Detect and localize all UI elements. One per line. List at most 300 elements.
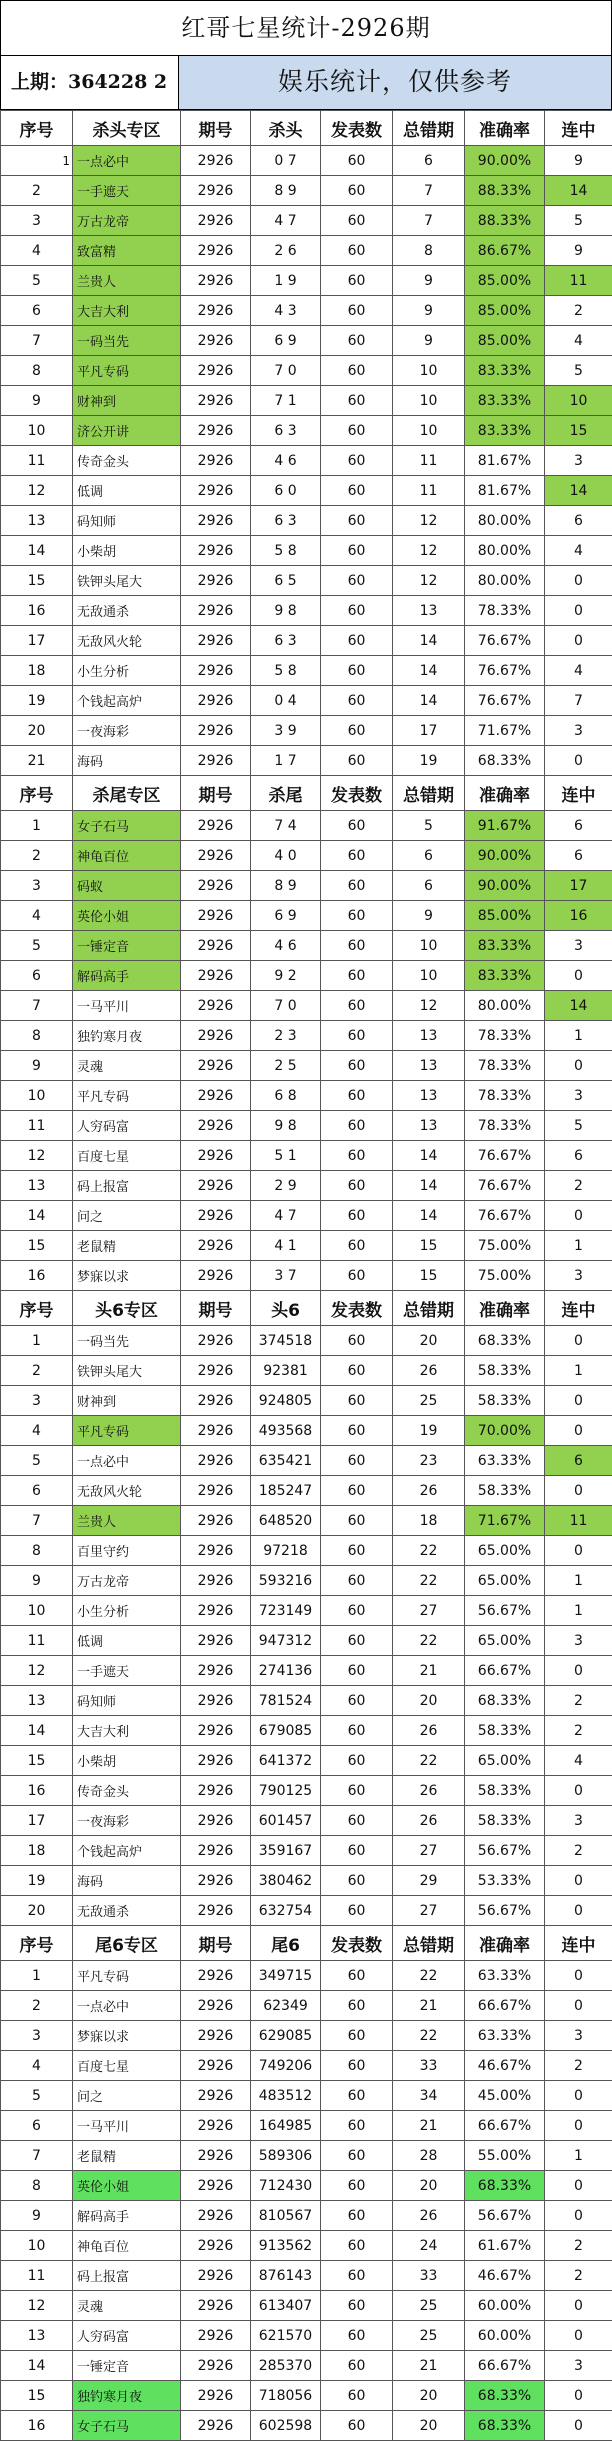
accuracy-rate: 65.00% [465, 1566, 545, 1596]
win-streak: 1 [545, 2141, 612, 2171]
predicted-value: 641372 [251, 1746, 321, 1776]
header-col-zone: 尾6专区 [73, 1926, 181, 1961]
accuracy-rate: 76.67% [465, 626, 545, 656]
predicted-value: 4 7 [251, 206, 321, 236]
post-count: 60 [321, 931, 393, 961]
table-row [1, 1991, 612, 2021]
table-row [1, 901, 612, 931]
win-streak: 1 [545, 1566, 612, 1596]
predictor-name: 万古龙帝 [73, 206, 181, 236]
post-count: 60 [321, 506, 393, 536]
table-row [1, 2381, 612, 2411]
win-streak: 0 [545, 2201, 612, 2231]
table-row [1, 1326, 612, 1356]
table-row [1, 1536, 612, 1566]
error-count: 19 [393, 746, 465, 776]
post-count: 60 [321, 2351, 393, 2381]
period-number: 2926 [181, 1746, 251, 1776]
win-streak: 9 [545, 146, 612, 176]
table-row [1, 871, 612, 901]
win-streak: 0 [545, 1386, 612, 1416]
table-row [1, 2111, 612, 2141]
period-number: 2926 [181, 2081, 251, 2111]
post-count: 60 [321, 746, 393, 776]
error-count: 23 [393, 1446, 465, 1476]
disclaimer-note: 娱乐统计，仅供参考 [179, 56, 611, 109]
period-number: 2926 [181, 716, 251, 746]
predicted-value: 4 7 [251, 1201, 321, 1231]
win-streak: 0 [545, 1201, 612, 1231]
row-index: 3 [1, 2021, 73, 2051]
post-count: 60 [321, 961, 393, 991]
win-streak: 14 [545, 176, 612, 206]
header-col-count: 发表数 [321, 776, 393, 811]
error-count: 13 [393, 1081, 465, 1111]
error-count: 14 [393, 1171, 465, 1201]
win-streak: 1 [545, 1596, 612, 1626]
predicted-value: 4 3 [251, 296, 321, 326]
error-count: 22 [393, 1961, 465, 1991]
post-count: 60 [321, 2321, 393, 2351]
table-row [1, 656, 612, 686]
row-index: 2 [1, 1356, 73, 1386]
table-row [1, 146, 612, 176]
error-count: 21 [393, 2351, 465, 2381]
accuracy-rate: 56.67% [465, 1596, 545, 1626]
predictor-name: 一码当先 [73, 326, 181, 356]
header-col-rate: 准确率 [465, 1926, 545, 1961]
predicted-value: 7 0 [251, 991, 321, 1021]
predictor-name: 个钱起高炉 [73, 686, 181, 716]
predictor-name: 码知师 [73, 506, 181, 536]
table-row [1, 811, 612, 841]
predictor-name: 海码 [73, 1866, 181, 1896]
predictor-name: 平凡专码 [73, 1081, 181, 1111]
row-index: 12 [1, 1141, 73, 1171]
error-count: 18 [393, 1506, 465, 1536]
predicted-value: 6 9 [251, 901, 321, 931]
win-streak: 0 [545, 2411, 612, 2441]
post-count: 60 [321, 656, 393, 686]
predictor-name: 一点必中 [73, 1446, 181, 1476]
row-index: 5 [1, 1446, 73, 1476]
period-number: 2926 [181, 961, 251, 991]
predictor-name: 问之 [73, 2081, 181, 2111]
accuracy-rate: 68.33% [465, 1326, 545, 1356]
predicted-value: 723149 [251, 1596, 321, 1626]
win-streak: 5 [545, 206, 612, 236]
row-index: 4 [1, 236, 73, 266]
predictor-name: 小柴胡 [73, 536, 181, 566]
win-streak: 0 [545, 2381, 612, 2411]
row-index: 16 [1, 1776, 73, 1806]
predictor-name: 百度七星 [73, 1141, 181, 1171]
row-index: 14 [1, 536, 73, 566]
error-count: 21 [393, 1991, 465, 2021]
accuracy-rate: 71.67% [465, 716, 545, 746]
predictor-name: 百里守约 [73, 1536, 181, 1566]
error-count: 12 [393, 991, 465, 1021]
table-row [1, 2051, 612, 2081]
error-count: 13 [393, 1021, 465, 1051]
row-index: 10 [1, 1596, 73, 1626]
accuracy-rate: 75.00% [465, 1231, 545, 1261]
period-number: 2926 [181, 841, 251, 871]
accuracy-rate: 88.33% [465, 176, 545, 206]
predictor-name: 一点必中 [73, 1991, 181, 2021]
win-streak: 0 [545, 2321, 612, 2351]
row-index: 11 [1, 1111, 73, 1141]
table-row [1, 356, 612, 386]
row-index: 19 [1, 1866, 73, 1896]
accuracy-rate: 60.00% [465, 2291, 545, 2321]
post-count: 60 [321, 176, 393, 206]
predictor-name: 大吉大利 [73, 296, 181, 326]
row-index: 8 [1, 356, 73, 386]
predictor-name: 平凡专码 [73, 1416, 181, 1446]
error-count: 28 [393, 2141, 465, 2171]
predicted-value: 8 9 [251, 176, 321, 206]
predictor-name: 码上报富 [73, 2261, 181, 2291]
table-row [1, 566, 612, 596]
post-count: 60 [321, 266, 393, 296]
accuracy-rate: 65.00% [465, 1536, 545, 1566]
predicted-value: 0 7 [251, 146, 321, 176]
row-index: 12 [1, 1656, 73, 1686]
win-streak: 2 [545, 2231, 612, 2261]
table-row [1, 2141, 612, 2171]
period-number: 2926 [181, 991, 251, 1021]
win-streak: 3 [545, 1081, 612, 1111]
predicted-value: 718056 [251, 2381, 321, 2411]
accuracy-rate: 88.33% [465, 206, 545, 236]
error-count: 34 [393, 2081, 465, 2111]
row-index: 4 [1, 901, 73, 931]
post-count: 60 [321, 2081, 393, 2111]
predicted-value: 6 8 [251, 1081, 321, 1111]
period-number: 2926 [181, 2051, 251, 2081]
win-streak: 0 [545, 1051, 612, 1081]
period-number: 2926 [181, 206, 251, 236]
table-row [1, 386, 612, 416]
error-count: 13 [393, 1051, 465, 1081]
post-count: 60 [321, 626, 393, 656]
predictor-name: 大吉大利 [73, 1716, 181, 1746]
row-index: 7 [1, 2141, 73, 2171]
predicted-value: 1 9 [251, 266, 321, 296]
win-streak: 0 [545, 1991, 612, 2021]
accuracy-rate: 76.67% [465, 686, 545, 716]
predictor-name: 传奇金头 [73, 446, 181, 476]
error-count: 6 [393, 841, 465, 871]
predictor-name: 英伦小姐 [73, 2171, 181, 2201]
error-count: 20 [393, 2381, 465, 2411]
error-count: 33 [393, 2051, 465, 2081]
table-row [1, 1596, 612, 1626]
table-row [1, 1566, 612, 1596]
period-number: 2926 [181, 356, 251, 386]
period-number: 2926 [181, 506, 251, 536]
accuracy-rate: 63.33% [465, 1961, 545, 1991]
win-streak: 1 [545, 1231, 612, 1261]
row-index: 10 [1, 2231, 73, 2261]
error-count: 22 [393, 1746, 465, 1776]
error-count: 9 [393, 266, 465, 296]
predictor-name: 女子石马 [73, 811, 181, 841]
period-number: 2926 [181, 1386, 251, 1416]
error-count: 25 [393, 2291, 465, 2321]
table-row [1, 1626, 612, 1656]
page-title: 红哥七星统计-2926期 [0, 0, 612, 56]
error-count: 9 [393, 326, 465, 356]
post-count: 60 [321, 2141, 393, 2171]
table-row [1, 1446, 612, 1476]
win-streak: 2 [545, 1836, 612, 1866]
predicted-value: 924805 [251, 1386, 321, 1416]
accuracy-rate: 66.67% [465, 1991, 545, 2021]
accuracy-rate: 83.33% [465, 931, 545, 961]
win-streak: 16 [545, 901, 612, 931]
header-col-period: 期号 [181, 776, 251, 811]
error-count: 24 [393, 2231, 465, 2261]
stats-table [0, 110, 612, 2441]
row-index: 9 [1, 386, 73, 416]
row-index: 3 [1, 1386, 73, 1416]
post-count: 60 [321, 2051, 393, 2081]
predictor-name: 低调 [73, 476, 181, 506]
error-count: 10 [393, 386, 465, 416]
accuracy-rate: 65.00% [465, 1626, 545, 1656]
error-count: 20 [393, 2171, 465, 2201]
row-index: 14 [1, 1716, 73, 1746]
error-count: 10 [393, 931, 465, 961]
accuracy-rate: 68.33% [465, 746, 545, 776]
error-count: 11 [393, 446, 465, 476]
period-number: 2926 [181, 1476, 251, 1506]
predicted-value: 749206 [251, 2051, 321, 2081]
predictor-name: 小生分析 [73, 1596, 181, 1626]
table-row [1, 991, 612, 1021]
accuracy-rate: 91.67% [465, 811, 545, 841]
row-index: 15 [1, 1746, 73, 1776]
header-col-index: 序号 [1, 1926, 73, 1961]
predictor-name: 一锤定音 [73, 931, 181, 961]
post-count: 60 [321, 1716, 393, 1746]
table-row [1, 1866, 612, 1896]
post-count: 60 [321, 2291, 393, 2321]
predictor-name: 济公开讲 [73, 416, 181, 446]
row-index: 6 [1, 296, 73, 326]
period-number: 2926 [181, 1356, 251, 1386]
row-index: 19 [1, 686, 73, 716]
error-count: 27 [393, 1836, 465, 1866]
win-streak: 0 [545, 2291, 612, 2321]
predicted-value: 359167 [251, 1836, 321, 1866]
accuracy-rate: 83.33% [465, 356, 545, 386]
error-count: 19 [393, 1416, 465, 1446]
period-number: 2926 [181, 2141, 251, 2171]
win-streak: 2 [545, 2261, 612, 2291]
accuracy-rate: 76.67% [465, 1201, 545, 1231]
accuracy-rate: 85.00% [465, 901, 545, 931]
row-index: 17 [1, 626, 73, 656]
predicted-value: 790125 [251, 1776, 321, 1806]
post-count: 60 [321, 1656, 393, 1686]
predicted-value: 1 7 [251, 746, 321, 776]
row-index: 2 [1, 841, 73, 871]
period-number: 2926 [181, 1231, 251, 1261]
table-row [1, 1686, 612, 1716]
win-streak: 11 [545, 266, 612, 296]
header-col-errors: 总错期 [393, 1926, 465, 1961]
win-streak: 4 [545, 536, 612, 566]
error-count: 15 [393, 1261, 465, 1291]
table-row [1, 1506, 612, 1536]
predicted-value: 7 4 [251, 811, 321, 841]
table-row [1, 1171, 612, 1201]
header-col-value: 尾6 [251, 1926, 321, 1961]
row-index: 12 [1, 476, 73, 506]
row-index: 8 [1, 1021, 73, 1051]
table-row [1, 931, 612, 961]
header-col-streak: 连中 [545, 111, 612, 146]
error-count: 22 [393, 1566, 465, 1596]
post-count: 60 [321, 1021, 393, 1051]
win-streak: 11 [545, 1506, 612, 1536]
table-row [1, 626, 612, 656]
accuracy-rate: 80.00% [465, 506, 545, 536]
predictor-name: 一马平川 [73, 2111, 181, 2141]
error-count: 12 [393, 566, 465, 596]
table-row [1, 1896, 612, 1926]
period-number: 2926 [181, 446, 251, 476]
accuracy-rate: 78.33% [465, 596, 545, 626]
predicted-value: 5 8 [251, 656, 321, 686]
period-number: 2926 [181, 1961, 251, 1991]
row-index: 17 [1, 1806, 73, 1836]
win-streak: 3 [545, 2351, 612, 2381]
predictor-name: 独钓寒月夜 [73, 1021, 181, 1051]
predicted-value: 97218 [251, 1536, 321, 1566]
win-streak: 2 [545, 1716, 612, 1746]
predictor-name: 码上报富 [73, 1171, 181, 1201]
error-count: 22 [393, 1626, 465, 1656]
post-count: 60 [321, 2411, 393, 2441]
predictor-name: 财神到 [73, 386, 181, 416]
table-row [1, 2351, 612, 2381]
predicted-value: 648520 [251, 1506, 321, 1536]
row-index: 14 [1, 1201, 73, 1231]
post-count: 60 [321, 326, 393, 356]
table-row [1, 416, 612, 446]
accuracy-rate: 58.33% [465, 1356, 545, 1386]
post-count: 60 [321, 2171, 393, 2201]
error-count: 21 [393, 2111, 465, 2141]
post-count: 60 [321, 811, 393, 841]
win-streak: 17 [545, 871, 612, 901]
predictor-name: 一手遮天 [73, 176, 181, 206]
row-index: 20 [1, 1896, 73, 1926]
table-row [1, 1231, 612, 1261]
win-streak: 6 [545, 841, 612, 871]
period-number: 2926 [181, 1171, 251, 1201]
predicted-value: 635421 [251, 1446, 321, 1476]
row-index: 11 [1, 1626, 73, 1656]
error-count: 10 [393, 961, 465, 991]
accuracy-rate: 68.33% [465, 2381, 545, 2411]
period-number: 2926 [181, 566, 251, 596]
table-row [1, 2081, 612, 2111]
win-streak: 0 [545, 596, 612, 626]
table-row [1, 1961, 612, 1991]
post-count: 60 [321, 1141, 393, 1171]
table-row [1, 1111, 612, 1141]
table-row [1, 326, 612, 356]
period-number: 2926 [181, 1566, 251, 1596]
accuracy-rate: 63.33% [465, 2021, 545, 2051]
error-count: 17 [393, 716, 465, 746]
accuracy-rate: 81.67% [465, 446, 545, 476]
period-number: 2926 [181, 931, 251, 961]
accuracy-rate: 83.33% [465, 386, 545, 416]
predictor-name: 神龟百位 [73, 841, 181, 871]
predicted-value: 8 9 [251, 871, 321, 901]
win-streak: 2 [545, 1686, 612, 1716]
post-count: 60 [321, 146, 393, 176]
post-count: 60 [321, 416, 393, 446]
header-col-rate: 准确率 [465, 1291, 545, 1326]
post-count: 60 [321, 1566, 393, 1596]
table-row [1, 746, 612, 776]
predictor-name: 无敌通杀 [73, 596, 181, 626]
post-count: 60 [321, 1201, 393, 1231]
row-index: 5 [1, 266, 73, 296]
predictor-name: 一夜海彩 [73, 1806, 181, 1836]
row-index: 3 [1, 871, 73, 901]
post-count: 60 [321, 1626, 393, 1656]
win-streak: 0 [545, 2081, 612, 2111]
accuracy-rate: 76.67% [465, 656, 545, 686]
accuracy-rate: 80.00% [465, 991, 545, 1021]
predictor-name: 平凡专码 [73, 356, 181, 386]
header-col-count: 发表数 [321, 1291, 393, 1326]
predictor-name: 传奇金头 [73, 1776, 181, 1806]
predictor-name: 低调 [73, 1626, 181, 1656]
row-index: 13 [1, 1686, 73, 1716]
period-number: 2926 [181, 656, 251, 686]
row-index: 2 [1, 1991, 73, 2021]
accuracy-rate: 68.33% [465, 2411, 545, 2441]
row-index: 4 [1, 1416, 73, 1446]
predicted-value: 947312 [251, 1626, 321, 1656]
post-count: 60 [321, 1081, 393, 1111]
predictor-name: 老鼠精 [73, 2141, 181, 2171]
period-number: 2926 [181, 326, 251, 356]
predicted-value: 0 4 [251, 686, 321, 716]
win-streak: 6 [545, 1446, 612, 1476]
table-row [1, 2291, 612, 2321]
section-header-row [1, 1291, 612, 1326]
win-streak: 6 [545, 506, 612, 536]
period-number: 2926 [181, 2171, 251, 2201]
post-count: 60 [321, 1746, 393, 1776]
predictor-name: 万古龙帝 [73, 1566, 181, 1596]
table-row [1, 1836, 612, 1866]
table-row [1, 2201, 612, 2231]
predicted-value: 593216 [251, 1566, 321, 1596]
predictor-name: 财神到 [73, 1386, 181, 1416]
post-count: 60 [321, 1356, 393, 1386]
